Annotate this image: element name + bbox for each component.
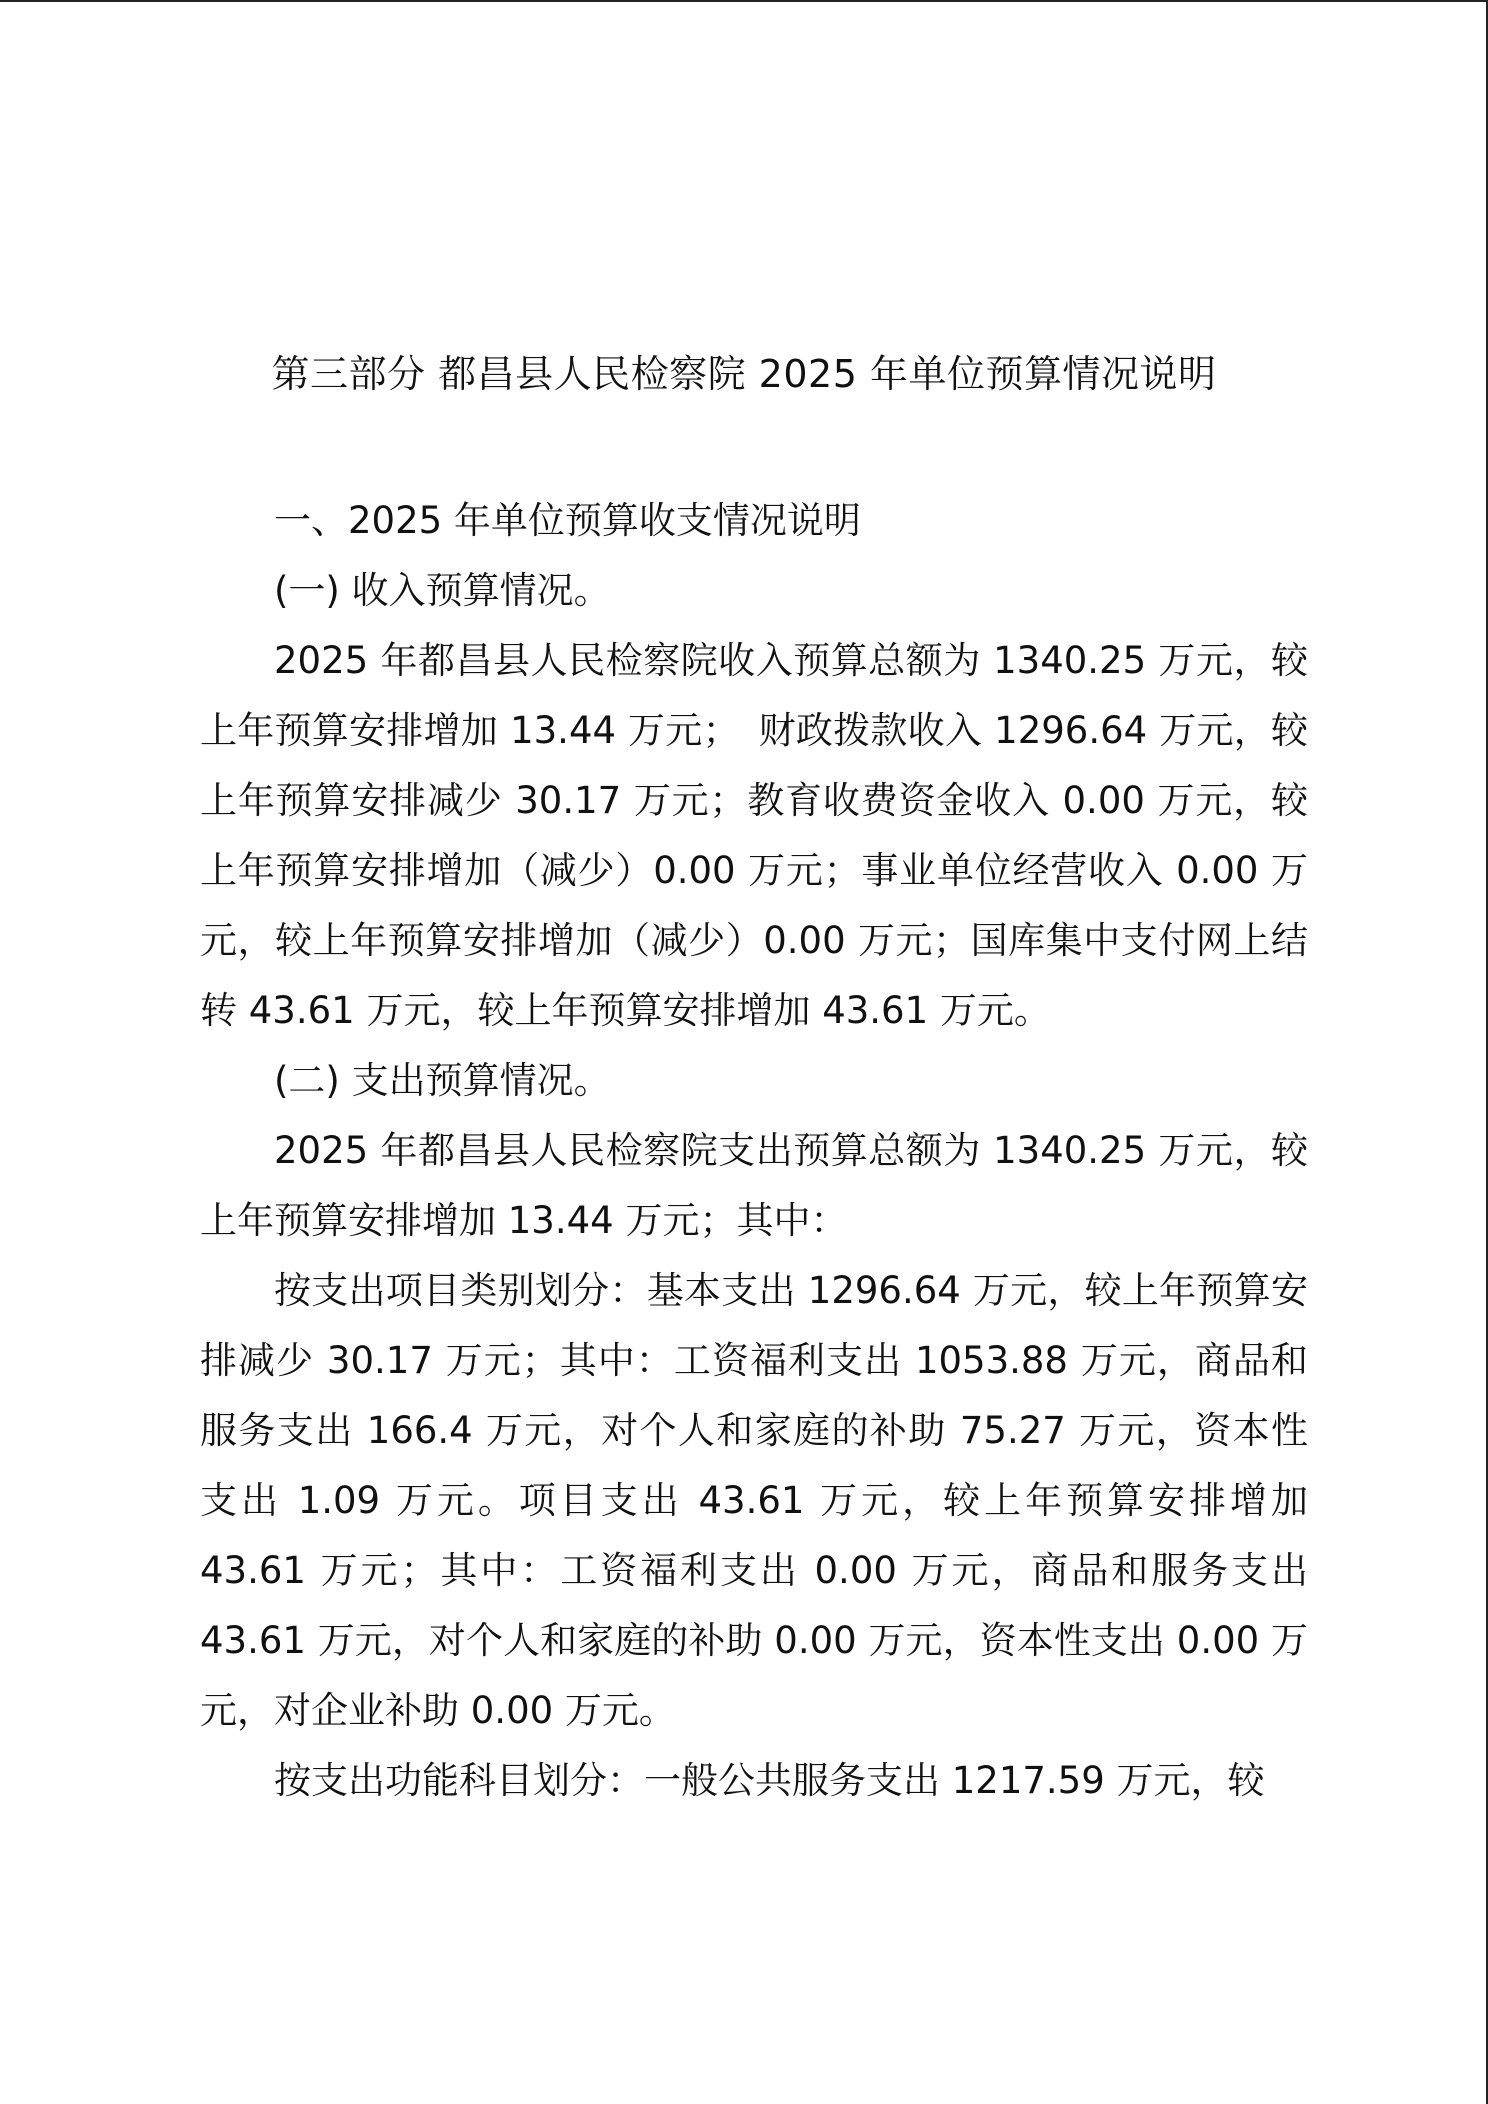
expenditure-by-category-paragraph: 按支出项目类别划分：基本支出 1296.64 万元，较上年预算安排减少 30.17 万元；其中：工资福利支出 1053.88 万元，商品和服务支出 166.4 万元，对个人和家庭的补助 75.27 万元，资本性支出 1.09 万元。项目支出 43.61 万元，较上年预算安排增加 43.61 万元；其中：工资福利支出 0.00 万元，商品和服务支出 43.61 万元，对个人和家庭的补助 0.00 万元，资本性支出 0.00 万元，对企业补助 0.00 万元。 <box>200 1269 1308 1732</box>
income-paragraph: 2025 年都昌县人民检察院收入预算总额为 1340.25 万元，较上年预算安排增加 13.44 万元； 财政拨款收入 1296.64 万元，较上年预算安排减少 30.17 万元；教育收费资金收入 0.00 万元，较上年预算安排增加（减少）0.00 万元；事业单位经营收入 0.00 万元，较上年预算安排增加（减少）0.00 万元；国库集中支付网上结转 43.61 万元，较上年预算安排增加 43.61 万元。 <box>200 639 1308 1032</box>
section-heading: 一、2025 年单位预算收支情况说明 <box>274 499 861 542</box>
expenditure-total-paragraph: 2025 年都昌县人民检察院支出预算总额为 1340.25 万元，较上年预算安排增加 13.44 万元；其中： <box>200 1129 1308 1242</box>
expenditure-by-function-paragraph: 按支出功能科目划分：一般公共服务支出 1217.59 万元，较 <box>274 1759 1265 1802</box>
subsection-heading-expenditure: (二) 支出预算情况。 <box>274 1059 611 1102</box>
subsection-heading-income: (一) 收入预算情况。 <box>274 569 611 612</box>
document-body <box>200 486 1308 1816</box>
document-title: 第三部分 都昌县人民检察院 2025 年单位预算情况说明 <box>271 352 1217 396</box>
